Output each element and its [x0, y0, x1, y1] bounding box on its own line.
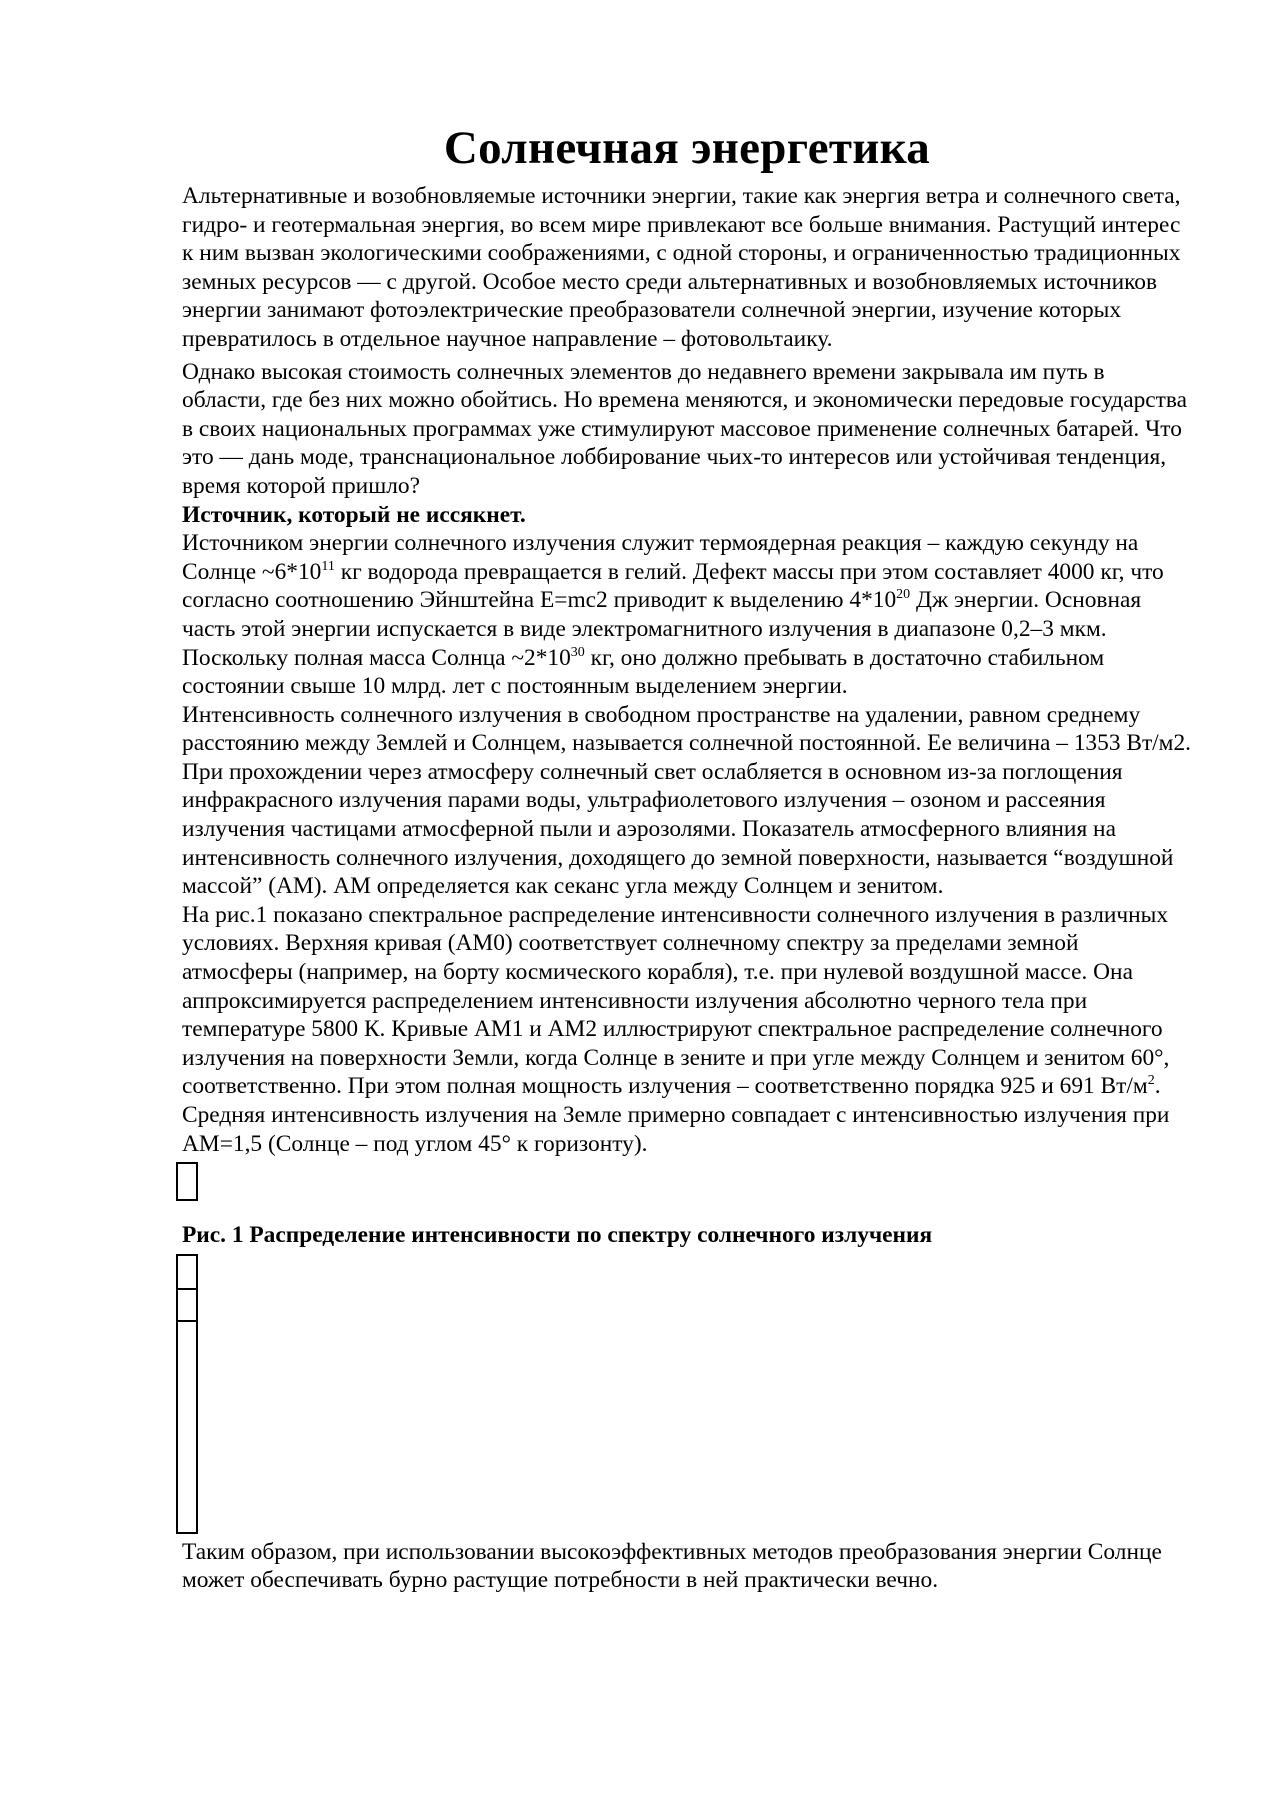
intro-paragraph-1: Альтернативные и возобновляемые источники энергии, такие как энергия ветра и солнечного света, гидро- и геотермальная энергия, во всем мире привлекают все больше внимания. Растущий интерес к ним вызван экологическими соображениями, с одной стороны, и ограниченностью традиционных земных ресурсов — с другой. Особое место среди альтернативных и возобновляемых источников энергии занимают фотоэлектрические преобразователи солнечной энергии, изучение которых превратилось в отдельное научное направление – фотовольтаику.	[182, 183, 1181, 352]
exponent-20: 20	[896, 587, 911, 603]
image-frame-placeholder	[176, 1288, 198, 1322]
image-frame-placeholder	[176, 1254, 198, 1290]
intensity-paragraph: Интенсивность солнечного излучения в свободном пространстве на удалении, равном среднему расстоянию между Землей и Солнцем, называется солнечной постоянной. Ее величина – 1353 Вт/м2. При прохождении через атмосферу солнечный свет ослабляется в основном из-за поглощения инфракрасного излучения парами воды, ультрафиолетового излучения – озоном и рассеяния излучения частицами атмосферной пыли и аэрозолями. Показатель атмосферного влияния на интенсивность солнечного излучения, доходящего до земной поверхности, называется “воздушной массой” (АМ). АМ определяется как секанс угла между Солнцем и зенитом.	[182, 701, 1192, 900]
source-text-3: Дж энергии. Основная часть этой энергии испускается в виде электромагнитного излучения в диапазоне 0,2–3 мкм. Поскольку полная масса Солнца ~2*10	[182, 587, 1142, 671]
image-frame-placeholder	[176, 1320, 198, 1534]
figure-text-2: . Средняя интенсивность излучения на Земле примерно совпадает с интенсивностью излучения при АМ=1,5 (Солнце – под углом 45° к горизонту).	[182, 1073, 1170, 1157]
image-frame-placeholder	[176, 1162, 198, 1201]
figure-text-1: На рис.1 показано спектральное распределение интенсивности солнечного излучения в различных условиях. Верхняя кривая (АМ0) соответствует солнечному спектру за пределами земной атмосферы (например, на борту космического корабля), т.е. при нулевой воздушной массе. Она аппроксимируется распределением интенсивности излучения абсолютно черного тела при температуре 5800 К. Кривые АМ1 и АМ2 иллюстрируют спектральное распределение солнечного излучения на поверхности Земли, когда Солнце в зените и при угле между Солнцем и зенитом 60°, соответственно. При этом полная мощность излучения – соответственно порядка 925 и 691 Вт/м	[182, 901, 1170, 1100]
document-page	[182, 118, 1192, 1595]
source-text-2: кг водорода превращается в гелий. Дефект массы при этом составляет 4000 кг, что согласно соотношению Эйнштейна E=mc2 приводит к выделению 4*10	[182, 558, 1164, 614]
source-paragraph	[182, 529, 1192, 701]
source-text-4: кг, оно должно пребывать в достаточно стабильном состоянии свыше 10 млрд. лет с постоянным выделением энергии.	[182, 644, 1105, 700]
exponent-2: 2	[1147, 1073, 1155, 1089]
figure-image-frames	[176, 1254, 1192, 1534]
figure-description-paragraph	[182, 901, 1192, 1158]
exponent-30: 30	[570, 644, 585, 660]
closing-paragraph: Таким образом, при использовании высокоэффективных методов преобразования энергии Солнце может обеспечивать бурно растущие потребности в ней практически вечно.	[182, 1538, 1162, 1594]
source-text-1: Источником энергии солнечного излучения служит термоядерная реакция – каждую секунду на Солнце ~6*10	[182, 530, 1139, 585]
section-heading: Источник, который не иссякнет.	[182, 501, 526, 528]
intro-paragraph-2: Однако высокая стоимость солнечных элементов до недавнего времени закрывала им путь в области, где без них можно обойтись. Но времена меняются, и экономически передовые государства в своих национальных программах уже стимулируют массовое применение солнечных батарей. Что это — дань моде, транснациональное лоббирование чьих-то интересов или устойчивая тенденция, время которой пришло?	[182, 358, 1187, 499]
page-title: Солнечная энергетика	[443, 122, 931, 174]
figure-caption: Рис. 1 Распределение интенсивности по спектру солнечного излучения	[182, 1222, 933, 1249]
exponent-11: 11	[321, 558, 335, 574]
